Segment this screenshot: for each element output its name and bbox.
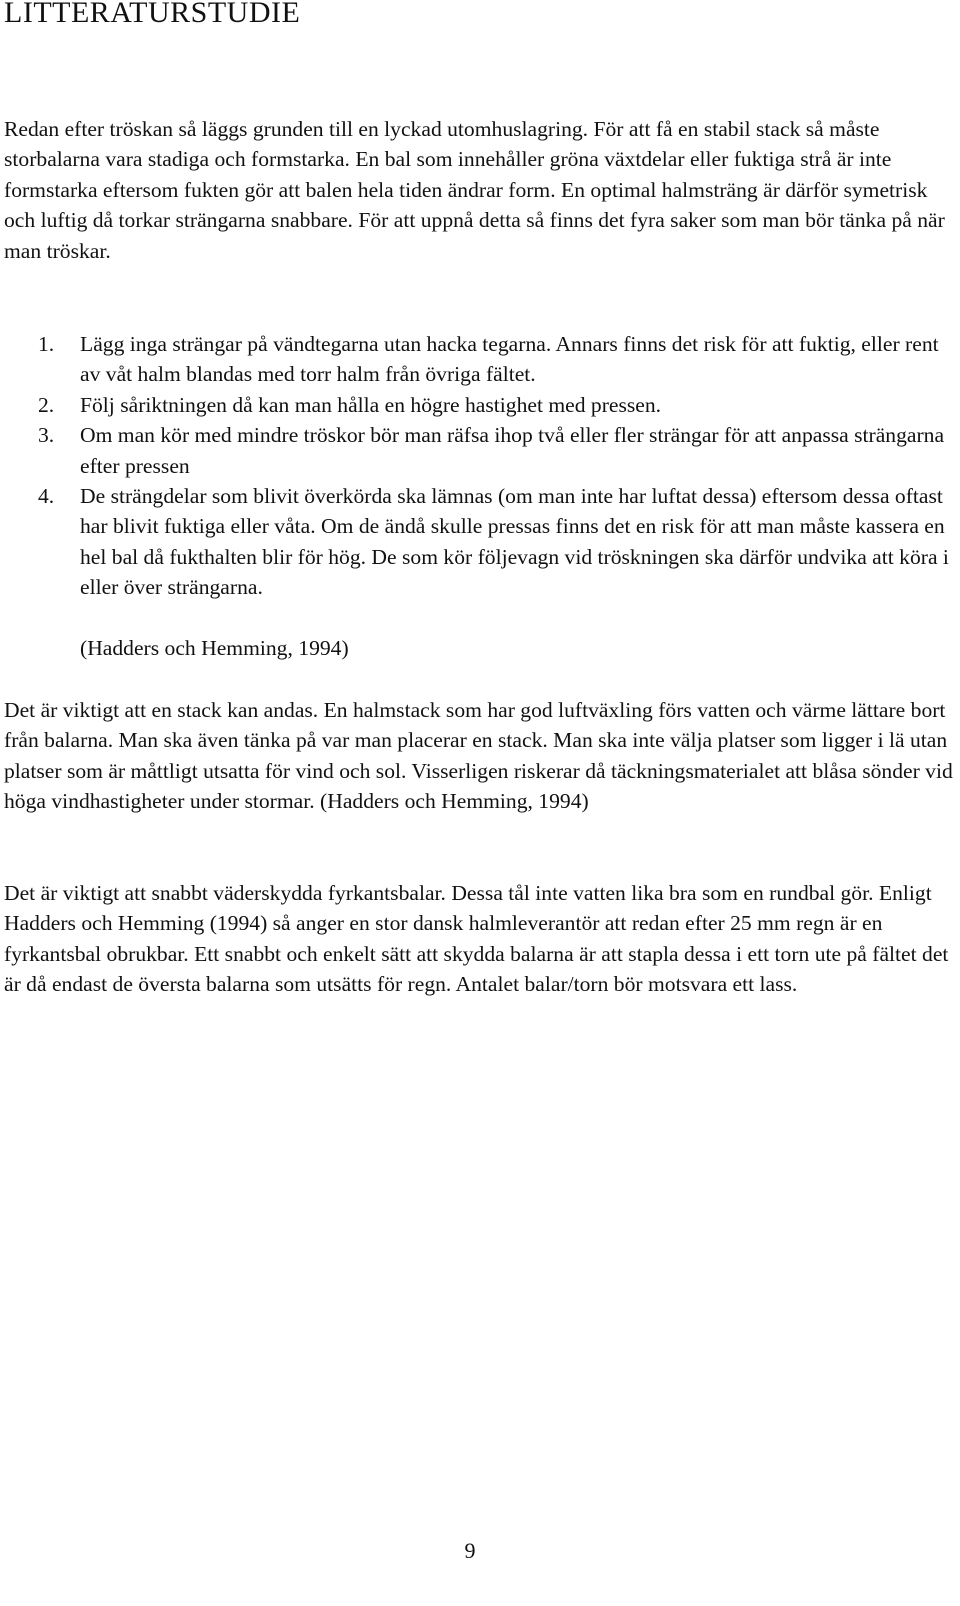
list-item-text: De strängdelar som blivit överkörda ska lämnas (om man inte har luftat dessa) eftersom dessa oftast har blivit fuktiga eller våta. Om de ändå skulle pressas finns det en risk för att man måste kassera en hel bal då fukthalten blir för hög. De som kör följevagn vid tröskningen ska därför undvika att köra i eller över strängarna. bbox=[80, 484, 949, 600]
page-number: 9 bbox=[464, 1538, 476, 1563]
list-item-number: 1. bbox=[38, 332, 55, 356]
list-citation: (Hadders och Hemming, 1994) bbox=[80, 636, 349, 660]
weather-protection-paragraph: Det är viktigt att snabbt väderskydda fyrkantsbalar. Dessa tål inte vatten lika bra som en rundbal gör. Enligt Hadders och Hemming (1994) så anger en stor dansk halmleverantör att redan efter 25 mm regn är en fyrkantsbal obrukbar. Ett snabbt och enkelt sätt att skydda balarna är att stapla dessa i ett torn ute på fältet det är då endast de översta balarna som utsätts för regn. Antalet balar/torn bör motsvara ett lass. bbox=[4, 881, 949, 997]
section-heading: LITTERATURSTUDIE bbox=[4, 0, 301, 29]
list-item bbox=[4, 420, 954, 481]
list-item-number: 2. bbox=[38, 392, 55, 417]
list-item bbox=[4, 390, 954, 420]
stack-ventilation-paragraph: Det är viktigt att en stack kan andas. En halmstack som har god luftväxling förs vatten och värme lättare bort från balarna. Man ska även tänka på var man placerar en stack. Man ska inte välja platser som ligger i lä utan platser som är måttligt utsatta för vind och sol. Visserligen riskerar då täckningsmaterialet att blåsa sönder vid höga vindhastigheter under stormar. (Hadders och Hemming, 1994) bbox=[4, 698, 953, 814]
list-item-text: Om man kör med mindre tröskor bör man räfsa ihop två eller fler strängar för att anpassa strängarna efter pressen bbox=[80, 423, 945, 478]
list-item-text: Lägg inga strängar på vändtegarna utan hacka tegarna. Annars finns det risk för att fuktig, eller rent av våt halm blandas med torr halm från övriga fältet. bbox=[80, 332, 939, 387]
list-item bbox=[4, 329, 954, 390]
numbered-list bbox=[4, 329, 954, 603]
list-item-text: Följ såriktningen då kan man hålla en högre hastighet med pressen. bbox=[80, 392, 662, 417]
intro-paragraph: Redan efter tröskan så läggs grunden till en lyckad utomhuslagring. För att få en stabil stack så måste storbalarna vara stadiga och formstarka. En bal som innehåller gröna växtdelar eller fuktiga strå är inte formstarka eftersom fukten gör att balen hela tiden ändrar form. En optimal halmsträng är därför symetrisk och luftig då torkar strängarna snabbare. För att uppnå detta så finns det fyra saker som man bör tänka på när man tröskar. bbox=[4, 117, 945, 263]
list-item bbox=[4, 481, 954, 603]
list-item-number: 4. bbox=[38, 484, 55, 509]
list-item-number: 3. bbox=[38, 423, 55, 448]
